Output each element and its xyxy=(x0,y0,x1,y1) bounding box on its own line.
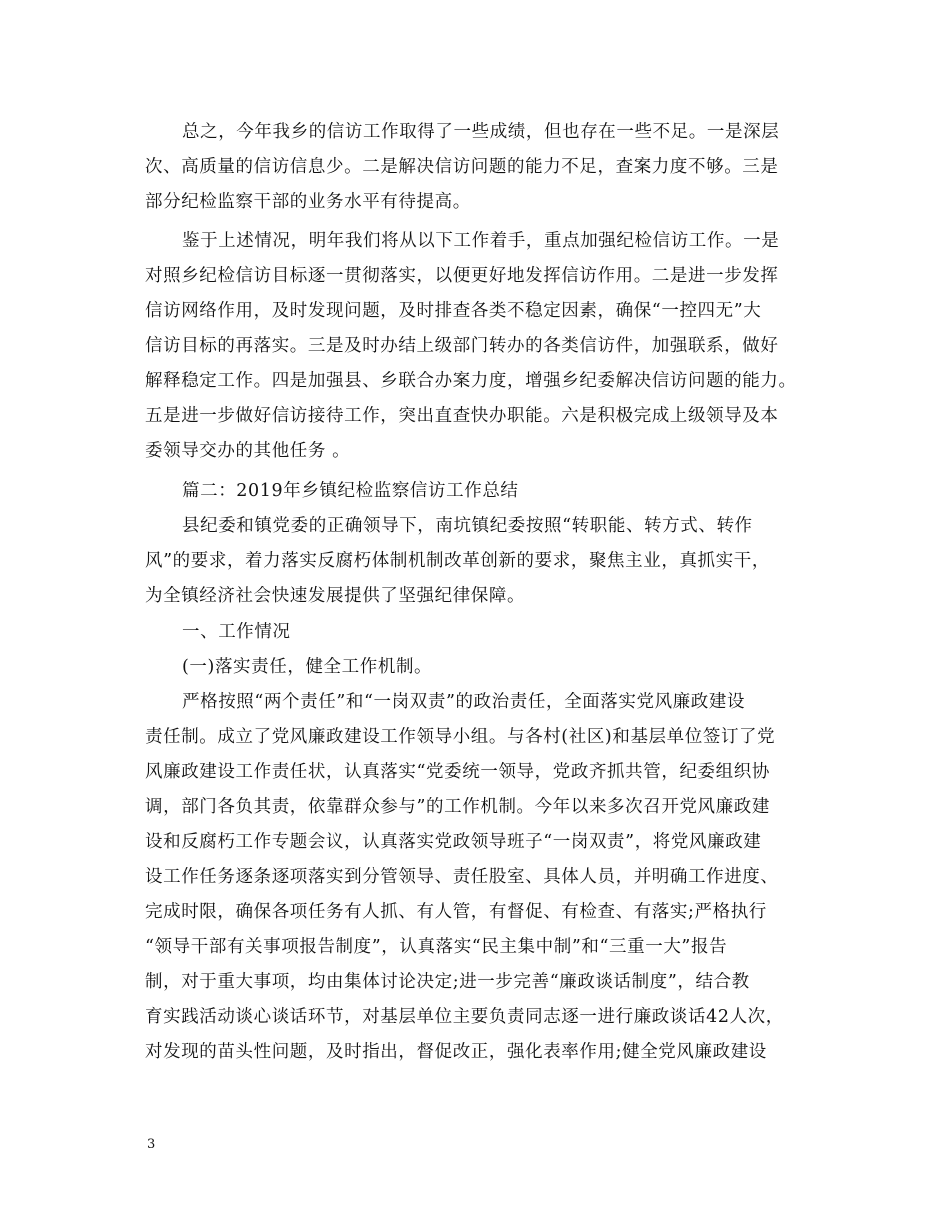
text-line: 解释稳定工作。四是加强县、乡联合办案力度，增强乡纪委解决信访问题的能力。 xyxy=(145,371,797,391)
text-line: 完成时限，确保各项任务有人抓、有人管，有督促、有检查、有落实;严格执行 xyxy=(145,902,767,922)
text-line: 调，部门各负其责，依靠群众参与”的工作机制。今年以来多次召开党风廉政建 xyxy=(145,797,770,817)
text-line: 育实践活动谈心谈话环节，对基层单位主要负责同志逐一进行廉政谈话42人次， xyxy=(145,1007,784,1027)
text-line: 信访目标的再落实。三是及时办结上级部门转办的各类信访件，加强联系，做好 xyxy=(145,336,779,356)
text-line: 设工作任务逐条逐项落实到分管领导、责任股室、具体人员，并明确工作进度、 xyxy=(145,867,779,887)
text-line: 信访网络作用，及时发现问题，及时排查各类不稳定因素，确保“一控四无”大 xyxy=(145,301,762,321)
text-line: 严格按照“两个责任”和“一岗双责”的政治责任，全面落实党风廉政建设 xyxy=(182,692,746,712)
text-line: 五是进一步做好信访接待工作，突出直查快办职能。六是积极完成上级领导及本 xyxy=(145,406,779,426)
text-line: 对发现的苗头性问题，及时指出，督促改正，强化表率作用;健全党风廉政建设 xyxy=(145,1042,767,1062)
text-line: 县纪委和镇党委的正确领导下，南坑镇纪委按照“转职能、转方式、转作 xyxy=(182,516,753,536)
text-line: 鉴于上述情况，明年我们将从以下工作着手，重点加强纪检信访工作。一是 xyxy=(182,231,780,251)
text-line: 部分纪检监察干部的业务水平有待提高。 xyxy=(145,192,471,212)
text-line: 次、高质量的信访信息少。二是解决信访问题的能力不足，查案力度不够。三是 xyxy=(145,157,779,177)
text-line: 风廉政建设工作责任状，认真落实“党委统一领导，党政齐抓共管，纪委组织协 xyxy=(145,762,770,782)
section-heading: 篇二：2019年乡镇纪检监察信访工作总结 xyxy=(182,481,519,501)
text-line: 制，对于重大事项，均由集体讨论决定;进一步完善“廉政谈话制度”，结合教 xyxy=(145,972,750,992)
text-line: 设和反腐朽工作专题会议，认真落实党政领导班子“一岗双责”，将党风廉政建 xyxy=(145,832,762,852)
text-line: 委领导交办的其他任务 。 xyxy=(145,441,351,461)
text-line: 总之，今年我乡的信访工作取得了一些成绩，但也存在一些不足。一是深层 xyxy=(182,122,780,142)
text-line: 责任制。成立了党风廉政建设工作领导小组。与各村(社区)和基层单位签订了党 xyxy=(145,727,776,747)
text-line: 对照乡纪检信访目标逐一贯彻落实，以便更好地发挥信访作用。二是进一步发挥 xyxy=(145,266,779,286)
subsection-heading: 一、工作情况 xyxy=(182,622,291,642)
page-number: 3 xyxy=(147,1137,156,1152)
text-line: “领导干部有关事项报告制度”，认真落实“民主集中制”和“三重一大”报告 xyxy=(145,937,728,957)
text-line: 风”的要求，着力落实反腐朽体制机制改革创新的要求，聚焦主业，真抓实干， xyxy=(145,551,770,571)
text-line: 为全镇经济社会快速发展提供了坚强纪律保障。 xyxy=(145,586,526,606)
subsection-heading: (一)落实责任，健全工作机制。 xyxy=(182,657,433,677)
